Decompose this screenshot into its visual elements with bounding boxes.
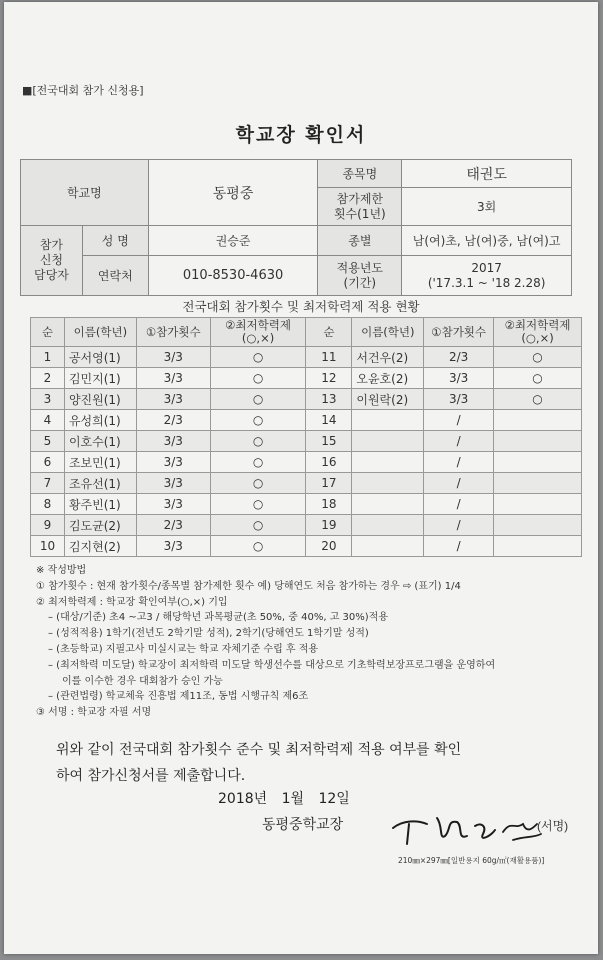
min-grade-check-2 — [494, 536, 582, 557]
student-name: 공서영(1) — [64, 347, 136, 368]
instruction-2f: – (관련법령) 학교체육 진흥법 제11조, 동법 시행규칙 제6조 — [48, 691, 309, 703]
student-name-2 — [352, 452, 424, 473]
contact-value: 010-8530-4630 — [148, 256, 318, 296]
student-name-2 — [352, 494, 424, 515]
instruction-2b: – (성적적용) 1학기(전년도 2학기말 성적), 2학기(당해연도 1학기말 성적) — [48, 628, 369, 640]
table-row — [31, 452, 582, 473]
row-no-2: 13 — [306, 389, 352, 410]
table-row — [31, 536, 582, 557]
participation-count-2: / — [424, 536, 494, 557]
row-no: 8 — [31, 494, 65, 515]
student-name: 김지현(2) — [64, 536, 136, 557]
school-name-label: 학교명 — [21, 160, 149, 226]
school-name-value: 동평중 — [148, 160, 318, 226]
col-no-header-2: 순 — [306, 318, 352, 347]
manager-label — [21, 226, 83, 296]
min-grade-check-2 — [494, 410, 582, 431]
col-name-header: 이름(학년) — [64, 318, 136, 347]
row-no-2: 11 — [306, 347, 352, 368]
min-grade-check-2: ○ — [494, 368, 582, 389]
document-date: 2018년 1월 12일 — [218, 791, 350, 807]
participation-count-2: / — [424, 452, 494, 473]
student-name: 조보민(1) — [64, 452, 136, 473]
participation-count-2: 3/3 — [424, 368, 494, 389]
min-grade-check: ○ — [210, 494, 306, 515]
col-count-header-2: ①참가횟수 — [424, 318, 494, 347]
instruction-2: ② 최저학력제 : 학교장 확인여부(○,×) 기입 — [36, 596, 228, 608]
table-row — [31, 368, 582, 389]
row-no: 10 — [31, 536, 65, 557]
student-name-2 — [352, 410, 424, 431]
apply-year-value — [402, 256, 572, 296]
event-label: 종목명 — [318, 160, 402, 188]
min-grade-check-2 — [494, 452, 582, 473]
grade-header-line1: ②최저학력제 — [225, 318, 291, 332]
row-no: 5 — [31, 431, 65, 452]
table-row — [31, 431, 582, 452]
paper-spec-footer: 210㎜×297㎜[일반용지 60g/㎡(재활용품)] — [398, 856, 545, 865]
row-no-2: 15 — [306, 431, 352, 452]
confirmation-line-1: 위와 같이 전국대회 참가횟수 준수 및 최저학력제 적용 여부를 확인 — [56, 742, 462, 758]
form-type-tag: ■[전국대회 참가 신청용] — [22, 84, 144, 97]
student-name: 김도균(2) — [64, 515, 136, 536]
participation-count: 3/3 — [136, 368, 210, 389]
student-name: 조유선(1) — [64, 473, 136, 494]
instruction-2e: 이를 이수한 경우 대회참가 승인 가능 — [62, 675, 223, 687]
table-row — [31, 347, 582, 368]
row-no-2: 18 — [306, 494, 352, 515]
instruction-3: ③ 서명 : 학교장 자필 서명 — [36, 707, 152, 719]
min-grade-check: ○ — [210, 410, 306, 431]
participation-count: 3/3 — [136, 473, 210, 494]
instruction-2d: – (최저학력 미도달) 학교장이 최저학력 미도달 학생선수를 대상으로 기초학력보장프로그램을 운영하여 — [48, 659, 496, 671]
row-no: 9 — [31, 515, 65, 536]
manager-name-label: 성 명 — [82, 226, 148, 256]
manager-label-line1: 참가 — [39, 238, 64, 252]
document-page — [4, 2, 598, 954]
event-value: 태권도 — [402, 160, 572, 188]
participation-count: 3/3 — [136, 494, 210, 515]
confirmation-statement — [56, 737, 576, 789]
participation-count: 3/3 — [136, 536, 210, 557]
student-name: 양진원(1) — [64, 389, 136, 410]
row-no-2: 17 — [306, 473, 352, 494]
student-name-2 — [352, 536, 424, 557]
table-header-row — [31, 318, 582, 347]
table-row — [31, 494, 582, 515]
participation-count: 2/3 — [136, 515, 210, 536]
grade-header-line2: (○,×) — [241, 331, 275, 345]
participation-count-2: / — [424, 515, 494, 536]
instructions — [36, 563, 576, 721]
participation-count: 2/3 — [136, 410, 210, 431]
apply-year-label — [318, 256, 402, 296]
min-grade-check-2 — [494, 431, 582, 452]
col-no-header: 순 — [31, 318, 65, 347]
principal-signature — [387, 806, 577, 852]
student-name: 유성희(1) — [64, 410, 136, 431]
student-name: 황주빈(1) — [64, 494, 136, 515]
student-name-2 — [352, 431, 424, 452]
min-grade-check: ○ — [210, 452, 306, 473]
instructions-heading: ※ 작성방법 — [36, 565, 87, 576]
table-row — [31, 410, 582, 431]
participation-count-2: / — [424, 431, 494, 452]
instruction-2c: – (초등학교) 지필고사 미실시교는 학교 자체기준 수립 후 적용 — [48, 643, 319, 655]
min-grade-check: ○ — [210, 515, 306, 536]
limit-label — [318, 188, 402, 226]
min-grade-check-2 — [494, 473, 582, 494]
min-grade-check: ○ — [210, 536, 306, 557]
row-no: 2 — [31, 368, 65, 389]
student-name-2 — [352, 473, 424, 494]
student-name-2: 오윤호(2) — [352, 368, 424, 389]
min-grade-check-2 — [494, 515, 582, 536]
manager-label-line2: 신청 — [39, 253, 64, 267]
participation-count-2: / — [424, 473, 494, 494]
signature-label: (서명) — [537, 819, 569, 833]
student-name-2: 이원락(2) — [352, 389, 424, 410]
participation-count: 3/3 — [136, 347, 210, 368]
min-grade-check-2: ○ — [494, 347, 582, 368]
col-grade-header-2 — [494, 318, 582, 347]
row-no: 3 — [31, 389, 65, 410]
apply-year-value-line2: ('17.3.1 ~ '18 2.28) — [427, 275, 546, 290]
participation-count-2: 3/3 — [424, 389, 494, 410]
row-no-2: 14 — [306, 410, 352, 431]
min-grade-check-2: ○ — [494, 389, 582, 410]
grade-header-2-line2: (○,×) — [521, 331, 554, 345]
grade-header-2-line1: ②최저학력제 — [504, 318, 571, 332]
student-name: 김민지(1) — [64, 368, 136, 389]
participation-count: 3/3 — [136, 431, 210, 452]
division-label: 종별 — [318, 226, 402, 256]
student-name: 이호수(1) — [64, 431, 136, 452]
apply-year-value-line1: 2017 — [471, 260, 502, 275]
limit-value: 3회 — [402, 188, 572, 226]
participation-count-2: / — [424, 410, 494, 431]
table-title: 전국대회 참가횟수 및 최저학력제 적용 현황 — [182, 299, 420, 314]
min-grade-check: ○ — [210, 347, 306, 368]
min-grade-check: ○ — [210, 431, 306, 452]
manager-label-line3: 담당자 — [34, 268, 69, 282]
table-row — [31, 389, 582, 410]
participation-count-2: 2/3 — [424, 347, 494, 368]
table-row — [31, 515, 582, 536]
confirmation-line-2: 하여 참가신청서를 제출합니다. — [56, 768, 246, 784]
instruction-1: ① 참가횟수 : 현재 참가횟수/종목별 참가제한 횟수 예) 당해연도 처음 참가하는 경우 ⇨ (표기) 1/4 — [36, 580, 461, 592]
participation-count: 3/3 — [136, 389, 210, 410]
col-count-header: ①참가횟수 — [136, 318, 210, 347]
document-title: 학교장 확인서 — [235, 124, 367, 146]
principal-title: 동평중학교장 — [262, 817, 344, 833]
row-no-2: 12 — [306, 368, 352, 389]
division-value: 남(여)초, 남(여)중, 남(여)고 — [402, 226, 572, 256]
apply-year-label-line2: (기간) — [343, 275, 377, 290]
min-grade-check-2 — [494, 494, 582, 515]
contact-label: 연락처 — [82, 256, 148, 296]
participation-count: 3/3 — [136, 452, 210, 473]
row-no: 1 — [31, 347, 65, 368]
table-row — [31, 473, 582, 494]
col-name-header-2: 이름(학년) — [352, 318, 424, 347]
student-name-2 — [352, 515, 424, 536]
col-grade-header — [210, 318, 306, 347]
limit-label-line2: 횟수(1년) — [333, 206, 386, 221]
participation-count-2: / — [424, 494, 494, 515]
instruction-2a: – (대상/기준) 초4 ~고3 / 해당학년 과목평균(초 50%, 중 40%, 고 30%)적용 — [48, 612, 388, 624]
min-grade-check: ○ — [210, 473, 306, 494]
participation-table — [30, 317, 582, 557]
row-no-2: 20 — [306, 536, 352, 557]
min-grade-check: ○ — [210, 368, 306, 389]
row-no: 4 — [31, 410, 65, 431]
apply-year-label-line1: 적용년도 — [336, 260, 384, 275]
limit-label-line1: 참가제한 — [336, 191, 384, 206]
min-grade-check: ○ — [210, 389, 306, 410]
row-no-2: 16 — [306, 452, 352, 473]
row-no-2: 19 — [306, 515, 352, 536]
row-no: 7 — [31, 473, 65, 494]
school-info-table — [20, 159, 572, 296]
row-no: 6 — [31, 452, 65, 473]
student-name-2: 서건우(2) — [352, 347, 424, 368]
manager-name-value: 권승준 — [148, 226, 318, 256]
